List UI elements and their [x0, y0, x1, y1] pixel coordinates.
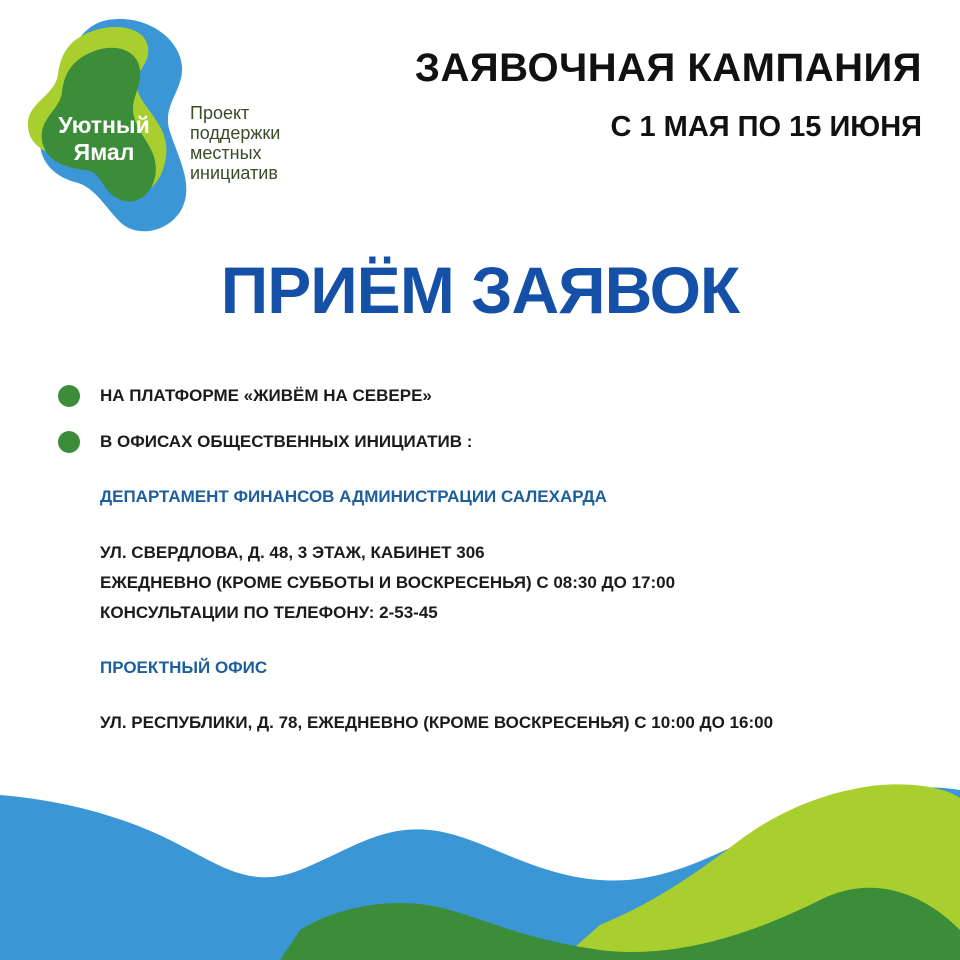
- office-phone: КОНСУЛЬТАЦИИ ПО ТЕЛЕФОНУ: 2-53-45: [100, 603, 438, 622]
- tagline-line: местных: [190, 143, 262, 163]
- tagline-line: Проект: [190, 103, 250, 123]
- office-hours: ЕЖЕДНЕВНО (КРОМЕ СУББОТЫ И ВОСКРЕСЕНЬЯ) С 08:30 ДО 17:00: [100, 573, 676, 592]
- office-address: УЛ. РЕСПУБЛИКИ, Д. 78, ЕЖЕДНЕВНО (КРОМЕ ВОСКРЕСЕНЬЯ) С 10:00 ДО 16:00: [100, 713, 774, 732]
- logo-name-line1: Уютный: [58, 112, 150, 138]
- office-title: ПРОЕКТНЫЙ ОФИС: [100, 658, 268, 677]
- tagline-line: инициатив: [190, 163, 278, 183]
- logo-wordmark: [44, 112, 164, 166]
- logo: [20, 12, 190, 237]
- page-title: ПРИЁМ ЗАЯВОК: [220, 253, 740, 327]
- bullet-text: В ОФИСАХ ОБЩЕСТВЕННЫХ ИНИЦИАТИВ :: [100, 432, 473, 451]
- tagline: [190, 103, 280, 183]
- bullet-dot-icon: [58, 431, 80, 453]
- office-address: УЛ. СВЕРДЛОВА, Д. 48, 3 ЭТАЖ, КАБИНЕТ 306: [100, 543, 485, 562]
- bullet-text: НА ПЛАТФОРМЕ «ЖИВЁМ НА СЕВЕРЕ»: [100, 386, 432, 405]
- campaign-title: ЗАЯВОЧНАЯ КАМПАНИЯ: [414, 46, 922, 90]
- office-title: ДЕПАРТАМЕНТ ФИНАНСОВ АДМИНИСТРАЦИИ САЛЕХАРДА: [100, 487, 607, 506]
- campaign-dates: С 1 МАЯ ПО 15 ИЮНЯ: [610, 111, 922, 143]
- bullet-offices: [58, 431, 472, 453]
- bullet-platform: [58, 385, 432, 407]
- decorative-waves: [0, 780, 960, 960]
- logo-name-line2: Ямал: [73, 139, 135, 165]
- tagline-line: поддержки: [190, 123, 281, 143]
- bullet-dot-icon: [58, 385, 80, 407]
